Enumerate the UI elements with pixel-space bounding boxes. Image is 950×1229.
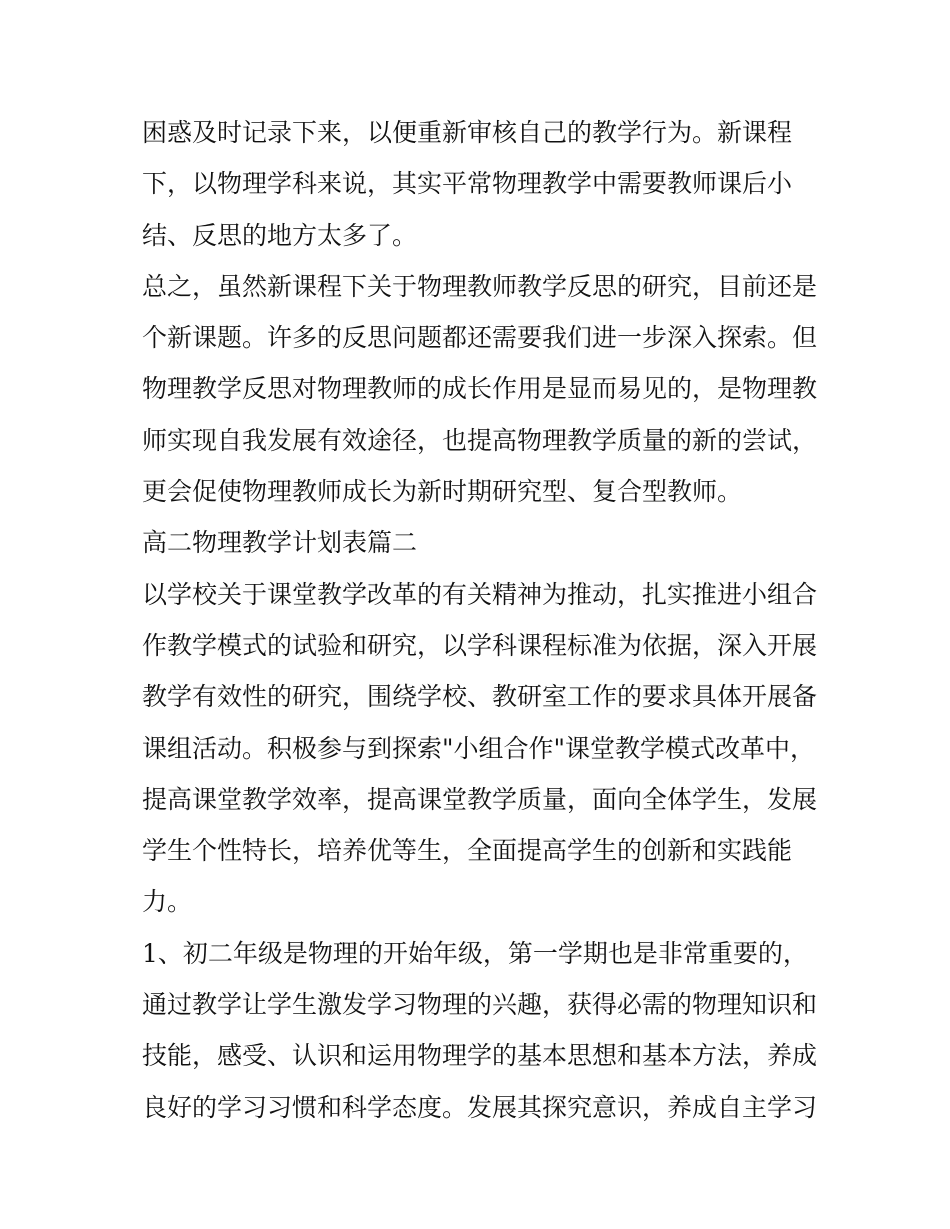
text-line: 教学有效性的研究，围绕学校、教研室工作的要求具体开展备 bbox=[142, 682, 818, 712]
text-line: 师实现自我发展有效途径，也提高物理教学质量的新的尝试， bbox=[142, 425, 818, 455]
paragraph-conclusion bbox=[142, 261, 818, 517]
paragraph-teaching-plan-intro bbox=[142, 569, 818, 928]
text-line: 力。 bbox=[142, 887, 193, 917]
text-line: 作教学模式的试验和研究，以学科课程标准为依据，深入开展 bbox=[142, 630, 818, 660]
document-body bbox=[142, 107, 818, 1133]
text-line: 个新课题。许多的反思问题都还需要我们进一步深入探索。但 bbox=[142, 323, 818, 353]
text-line: 更会促使物理教师成长为新时期研究型、复合型教师。 bbox=[142, 477, 743, 507]
text-line: 困惑及时记录下来，以便重新审核自己的教学行为。新课程 bbox=[142, 118, 793, 147]
section-heading bbox=[142, 517, 814, 568]
text-line: 学生个性特长，培养优等生，全面提高学生的创新和实践能 bbox=[142, 836, 793, 866]
text-line: 通过教学让学生激发学习物理的兴趣，获得必需的物理知识和 bbox=[142, 990, 818, 1020]
text-line: 良好的学习习惯和科学态度。发展其探究意识，养成自主学习 bbox=[142, 1092, 818, 1122]
text-line: 以学校关于课堂教学改革的有关精神为推动，扎实推进小组合 bbox=[142, 579, 818, 609]
text-line: 结、反思的地方太多了。 bbox=[142, 220, 418, 250]
text-line: 下，以物理学科来说，其实平常物理教学中需要教师课后小 bbox=[142, 169, 793, 199]
paragraph-reflection-continued bbox=[142, 107, 814, 261]
text-line: 1、初二年级是物理的开始年级，第一学期也是非常重要的， bbox=[142, 938, 808, 968]
section-title: 高二物理教学计划表篇二 bbox=[142, 528, 418, 558]
text-line: 课组活动。积极参与到探索"小组合作"课堂教学模式改革中， bbox=[142, 733, 816, 763]
text-line: 提高课堂教学效率，提高课堂教学质量，面向全体学生，发展 bbox=[142, 784, 818, 814]
paragraph-item-1 bbox=[142, 928, 818, 1133]
text-line: 物理教学反思对物理教师的成长作用是显而易见的，是物理教 bbox=[142, 374, 818, 404]
text-line: 技能，感受、认识和运用物理学的基本思想和基本方法，养成 bbox=[142, 1041, 818, 1071]
text-line: 总之，虽然新课程下关于物理教师教学反思的研究，目前还是 bbox=[142, 271, 818, 301]
